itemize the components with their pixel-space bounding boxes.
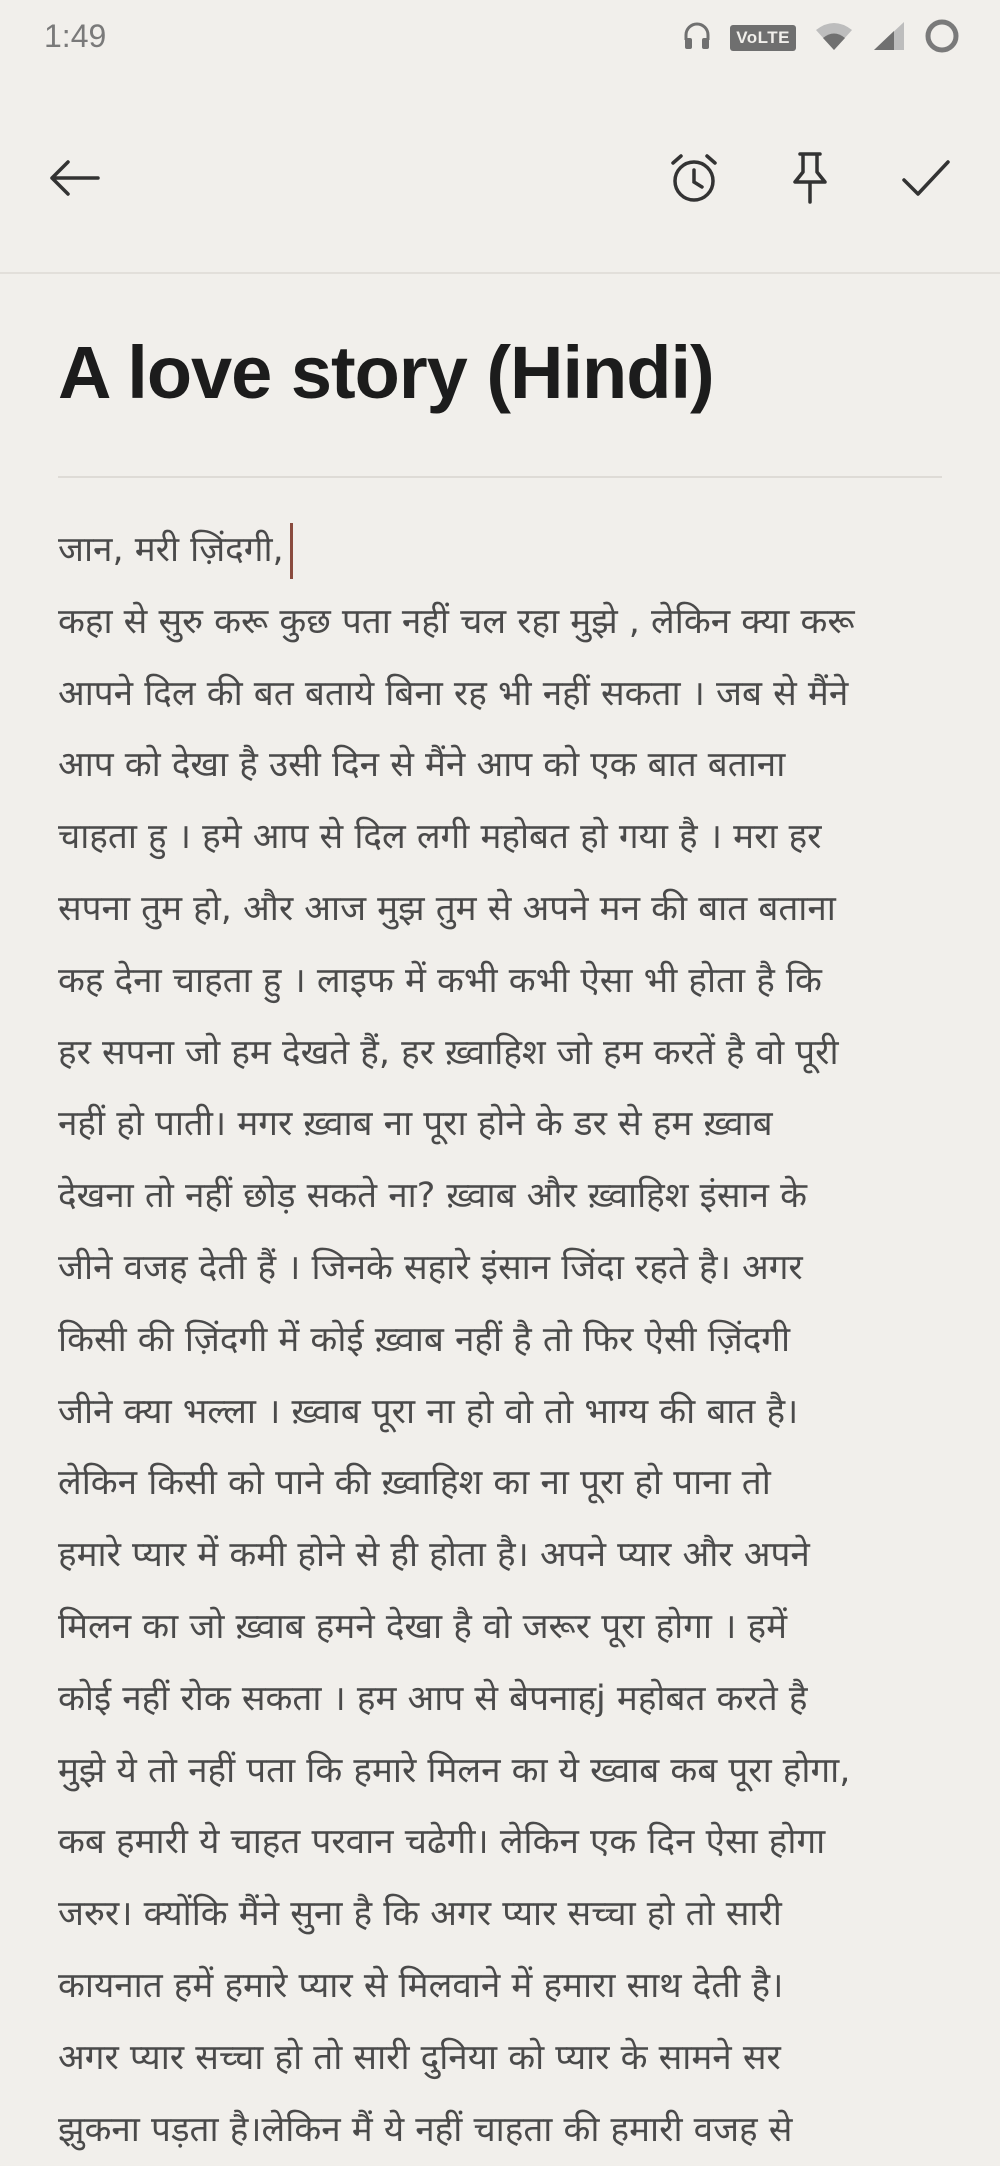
note-line: कब हमारी ये चाहत परवान चढेगी। लेकिन एक दिन ऐसा होगा [58,1822,826,1863]
status-icons [682,20,960,56]
note-line: जीने वजह देती हैं । जिनके सहारे इंसान जिंदा रहते है। अगर [58,1247,803,1288]
note-line [58,515,958,587]
note-line: नहीं हो पाती। मगर ख़्वाब ना पूरा होने के डर से हम ख़्वाब [58,1104,773,1145]
note-line-text: जान, मरी ज़िंदगी, [58,530,284,570]
note-line: जीने क्या भल्ला । ख़्वाब पूरा ना हो वो तो भाग्य की बात है। [58,1391,799,1432]
headphones-icon [682,20,712,56]
note-line: मुझे ये तो नहीं पता कि हमारे मिलन का ये ख्वाब कब पूरा होगा, [58,1750,851,1791]
note-line: कहा से सुरु करू कुछ पता नहीं चल रहा मुझे , लेकिन क्या करू [58,601,855,642]
back-arrow-icon [48,158,100,202]
note-line: देखना तो नहीं छोड़ सकते ना? ख़्वाब और ख़्वाहिश इंसान के [58,1176,807,1217]
toolbar [0,76,1000,274]
title-divider [58,476,942,478]
note-line: चाहता हु । हमे आप से दिल लगी महोबत हो गया है । मरा हर [58,817,822,858]
pin-icon [788,150,832,210]
note-line: किसी की ज़िंदगी में कोई ख़्वाब नहीं है तो फिर ऐसी ज़िंदगी [58,1319,791,1360]
note-line: झुकना पड़ता है।लेकिन मैं ये नहीं चाहता की हमारी वजह से [58,2109,793,2150]
status-bar [0,0,1000,76]
note-line: कह देना चाहता हु । लाइफ में कभी कभी ऐसा भी होता है कि [58,960,822,1001]
note-line: हमारे प्यार में कमी होने से ही होता है। अपने प्यार और अपने [58,1535,810,1576]
note-line: आप को देखा है उसी दिन से मैंने आप को एक बात बताना [58,745,786,786]
alarm-icon [667,151,721,209]
note-line: कोई नहीं रोक सकता । हम आप से बेपनाहj महोबत करते है [58,1678,808,1719]
note-body[interactable] [58,515,958,2166]
text-cursor [290,523,293,579]
note-line: जरुर। क्योंकि मैंने सुना है कि अगर प्यार सच्चा हो तो सारी [58,1894,782,1935]
pin-button[interactable] [778,148,842,212]
note-line: मिलन का जो ख़्वाब हमने देखा है वो जरूर पूरा होगा । हमें [58,1606,788,1647]
note-line: सपना तुम हो, और आज मुझ तुम से अपने मन की बात बताना [58,888,836,929]
wifi-icon [814,20,854,56]
note-title[interactable]: A love story (Hindi) [58,331,714,414]
note-line: हर सपना जो हम देखते हैं, हर ख़्वाहिश जो हम करतें है वो पूरी [58,1032,839,1073]
note-line: कायनात हमें हमारे प्यार से मिलवाने में हमारा साथ देती है। [58,1965,784,2006]
battery-icon [924,18,960,58]
done-button[interactable] [894,148,958,212]
volte-badge: VoLTE [730,25,796,51]
note-line: अगर प्यार सच्चा हो तो सारी दुनिया को प्यार के सामने सर [58,2037,781,2078]
reminder-button[interactable] [662,148,726,212]
note-line: आपने दिल की बत बताये बिना रह भी नहीं सकता । जब से मैंने [58,673,849,714]
back-button[interactable] [42,148,106,212]
check-icon [901,158,951,202]
signal-icon [872,20,906,56]
status-time: 1:49 [44,18,107,54]
note-line: लेकिन किसी को पाने की ख़्वाहिश का ना पूरा हो पाना तो [58,1463,771,1504]
